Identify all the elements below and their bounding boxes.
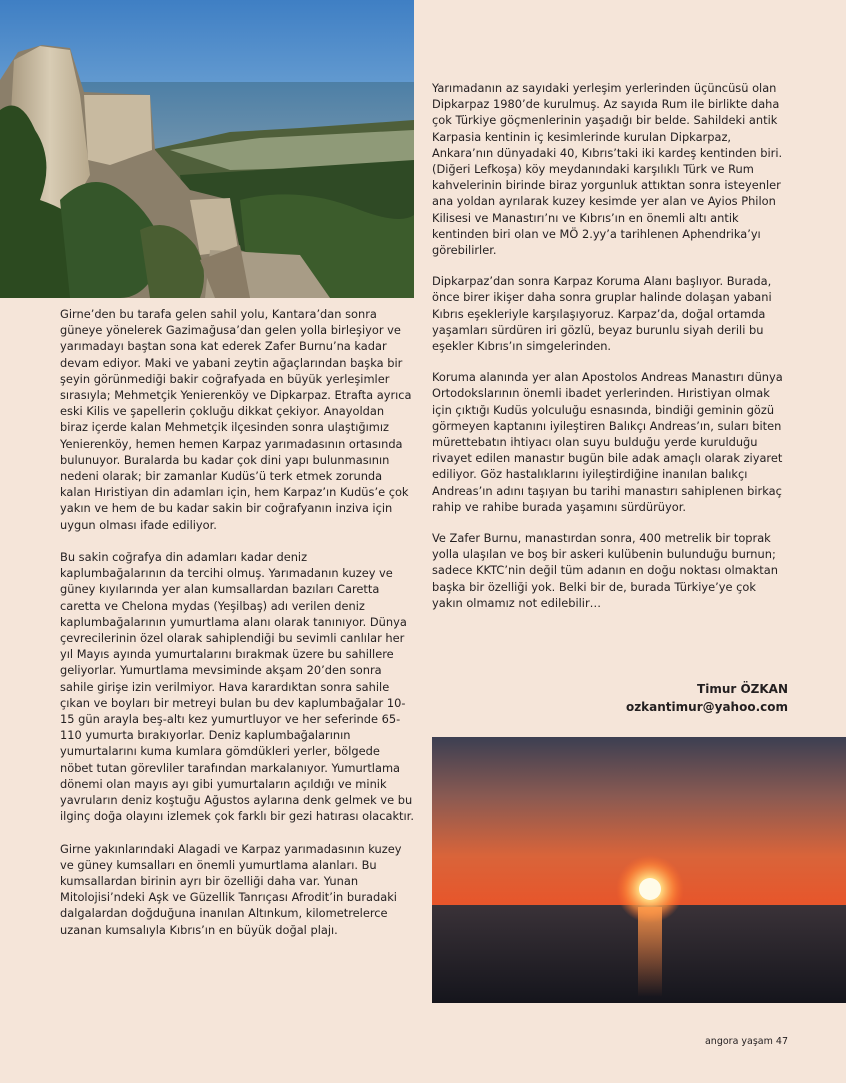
paragraph-coast-road: Girne’den bu tarafa gelen sahil yolu, Kantara’dan sonra güneye yönelerek Gazimağusa’dan gelen yolla birleşiyor ve yarımadayı baştan sona kat ederek Zafer Burnu’na kadar devam ediyor. Maki ve yabani zeytin ağaçlarından başka bir şeyin görünmediği bakir coğrafyada en büyük yerleşimler sırasıyla; Mehmetçik Yenierenköy ve Dipkarpaz. Etrafta ayrıca eski Kilis ve şapellerin çokluğu dikkat çekiyor. Anayoldan biraz içerde kalan Mehmetçik ilçesinden sonra ulaştığımız Yenierenköy, hemen hemen Karpaz yarımadasının ortasında bulunuyor. Buralarda bu kadar çok dini yapı bulunmasının nedeni olarak; bir zamanlar Kudüs’ü terk etmek zorunda kalan Hıristiyan din adamları için, hem Karpaz’ın Kudüs’e çok yakın ve hem de bu kadar sakin bir coğrafyanın inziva için uygun olması ifade ediliyor. — [60, 307, 412, 532]
page-footer: angora yaşam 47 — [704, 1036, 788, 1047]
sunset-sea-photo — [432, 737, 846, 1003]
paragraph-dipkarpaz: Yarımadanın az sayıdaki yerleşim yerlerinden üçüncüsü olan Dipkarpaz 1980’de kurulmuş. Az sayıda Rum ile birlikte daha çok Türkiye göçmenlerinin yaşadığı bir belde. Sahildeki antik Karpasia kentinin iç kesimlerinde kurulan Dipkarpaz, Ankara’nın dünyadaki 40, Kıbrıs’taki iki kardeş kentinden biri. (Diğeri Lefkoşa) köy meydanındaki karşılıklı Türk ve Rum kahvelerinin birinde biraz yorgunluk attıktan sonra isteyenler ana yoldan ayrılarak kuzey kesimde yer alan ve Ayios Philon Kilisesi ve Manastırı’nı ve Kıbrıs’ın en önemli altı antik kentinden biri olan ve MÖ 2.yy’a tarihlenen Aphendrika’yı görebilirler. — [432, 81, 783, 258]
paragraph-zafer-cape: Ve Zafer Burnu, manastırdan sonra, 400 metrelik bir toprak yolla ulaşılan ve boş bir askeri kulübenin bulunduğu burnun; sadece KKTC’nin değil tüm adanın en doğu noktası olmaktan başka bir özelliği yok. Belki bir de, burada Türkiye’ye çok yakın olmamız not edilebilir… — [432, 531, 778, 610]
paragraph-protected-area: Dipkarpaz’dan sonra Karpaz Koruma Alanı başlıyor. Burada, önce birer ikişer daha sonra gruplar halinde dolaşan yabani Kıbrıs eşekleriyle karşılaşıyoruz. Karpaz’da, doğal ortamda yaşamları sürdüren iri gözlü, beyaz burunlu siyah derili bu eşekler Kıbrıs’ın simgelerinden. — [432, 274, 772, 354]
author-email: ozkantimur@yahoo.com — [625, 700, 788, 714]
paragraph-sea-turtles: Bu sakin coğrafya din adamları kadar deniz kaplumbağalarının da tercihi olmuş. Yarımadanın kuzey ve güney kıyılarında yer alan kumsallardan bazıları Caretta caretta ve Chelona mydas (Yeşilbaş) adı verilen deniz kaplumbağalarının yumurtlama alanı olarak tanınıyor. Dünya çevrecilerinin özel olarak sahiplendiği bu sevimli canlılar her yıl Mayıs ayında yumurtalarını bırakmak üzere bu sahillere geliyorlar. Yumurtlama mevsiminde akşam 20’den sonra sahile girişe izin verilmiyor. Hava karardıktan sonra sahile çıkan ve boyları bir metreyi bulan bu dev kaplumbağalar 10-15 gün arayla beş-altı kez yumurtluyor ve her seferinde 65-110 yumurta bırakıyorlar. Deniz kaplumbağalarının yumurtalarını kuma kumlara gömdükleri yerler, bölgede nöbet tutan görevliler tarafından markalanıyor. Yumurtlama dönemi olan mayıs ayı gibi yumurtaların açıldığı ve minik yavruların deniz koştuğu Ağustos aylarına denk gelmek ve bu ilginç doğa olayını izlemek çok farklı bir gezi hatırası olacaktır. — [60, 550, 414, 824]
paragraph-nesting-beaches: Girne yakınlarındaki Alagadi ve Karpaz yarımadasının kuzey ve güney kumsalları en önemli yumurtlama alanları. Bu kumsallardan birinin ayrı bir özelliği daha var. Yunan Mitolojisi’ndeki Aşk ve Güzellik Tanrıçası Afrodit’in buradaki dalgalardan doğduğuna inanılan Altınkum, kilometrelerce uzanan kumsalıyla Kıbrıs’ın en büyük doğal plajı. — [60, 841, 402, 937]
author-signature — [626, 680, 788, 716]
author-name: Timur ÖZKAN — [697, 682, 788, 696]
article-right-column — [432, 80, 788, 611]
castle-ruins-photo — [0, 0, 414, 298]
paragraph-monastery: Koruma alanında yer alan Apostolos Andreas Manastırı dünya Ortodokslarının önemli ibadet yerlerinden. Hıristiyan olmak için çıktığı Kudüs yolculuğu esnasında, bindiği geminin gözü görmeyen kaptanını iyileştiren Balıkçı Andreas’ın, suları biten mürettebatın ihtiyacı olan suyu bulduğu yerde kurulduğu rivayet edilen manastır bugün bile adak amaçlı olarak ziyaret ediliyor. Göz hastalıklarını iyileştirdiğine inanılan balıkçı Andreas’ın adını taşıyan bu tarihi manastırı sahiplenen birkaç rahip ve rahibe burada yaşamını sürdürüyor. — [432, 370, 783, 514]
article-left-column — [60, 306, 414, 938]
